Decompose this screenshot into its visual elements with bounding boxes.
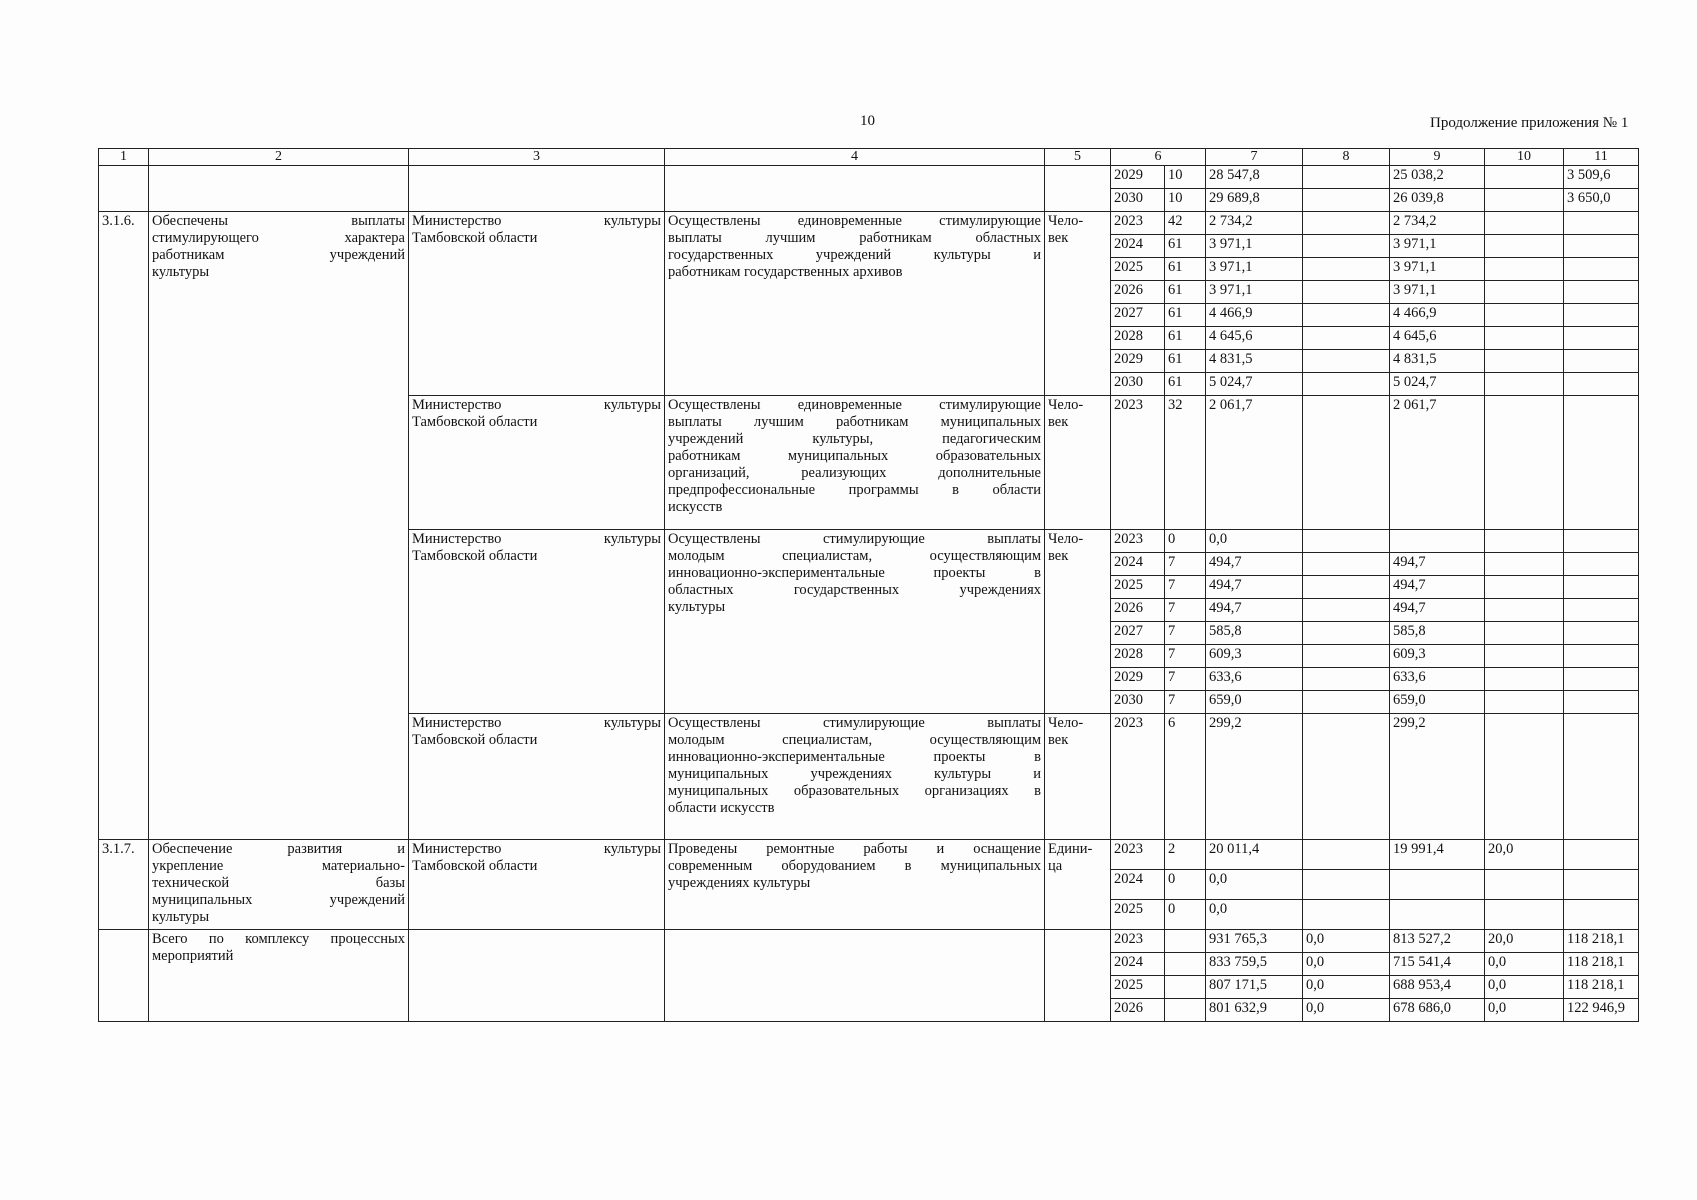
regional-funding-cell: 3 971,1 bbox=[1390, 281, 1485, 304]
total-funding-cell: 5 024,7 bbox=[1206, 373, 1303, 396]
federal-funding-cell: 0,0 bbox=[1303, 999, 1390, 1022]
result-line: муниципальных учреждениях культуры и bbox=[668, 766, 1041, 782]
expected-result bbox=[665, 714, 1045, 840]
measure-name-line: культуры bbox=[152, 264, 210, 280]
local-funding-cell bbox=[1485, 870, 1564, 900]
total-funding-cell: 3 971,1 bbox=[1206, 235, 1303, 258]
year-cell: 2030 bbox=[1111, 189, 1165, 212]
other-funding-cell: 118 218,1 bbox=[1564, 976, 1639, 999]
local-funding-cell bbox=[1485, 166, 1564, 189]
local-funding-cell bbox=[1485, 258, 1564, 281]
result-line: выплаты лучшим работникам муниципальных bbox=[668, 414, 1041, 430]
federal-funding-cell bbox=[1303, 396, 1390, 530]
total-funding-cell: 29 689,8 bbox=[1206, 189, 1303, 212]
quantity-cell: 0 bbox=[1165, 900, 1206, 930]
federal-funding-cell: 0,0 bbox=[1303, 930, 1390, 953]
other-funding-cell bbox=[1564, 396, 1639, 530]
total-funding-cell: 20 011,4 bbox=[1206, 840, 1303, 870]
local-funding-cell: 0,0 bbox=[1485, 953, 1564, 976]
regional-funding-cell: 4 645,6 bbox=[1390, 327, 1485, 350]
program-measures-table bbox=[98, 148, 1639, 1022]
result-line: организаций, реализующих дополнительные bbox=[668, 465, 1041, 481]
measure-name-line: Обеспечены выплаты bbox=[152, 213, 405, 229]
unit-line: Чело- bbox=[1048, 531, 1084, 547]
quantity-cell: 61 bbox=[1165, 258, 1206, 281]
other-funding-cell: 122 946,9 bbox=[1564, 999, 1639, 1022]
regional-funding-cell: 4 466,9 bbox=[1390, 304, 1485, 327]
quantity-cell: 0 bbox=[1165, 530, 1206, 553]
regional-funding-cell: 25 038,2 bbox=[1390, 166, 1485, 189]
executor-line: Министерство культуры bbox=[412, 213, 661, 229]
year-cell: 2029 bbox=[1111, 668, 1165, 691]
quantity-cell: 61 bbox=[1165, 373, 1206, 396]
federal-funding-cell bbox=[1303, 327, 1390, 350]
quantity-cell: 7 bbox=[1165, 622, 1206, 645]
unit-line: век bbox=[1048, 548, 1069, 564]
federal-funding-cell bbox=[1303, 645, 1390, 668]
executor-line: Министерство культуры bbox=[412, 715, 661, 731]
regional-funding-cell bbox=[1390, 900, 1485, 930]
total-funding-cell: 807 171,5 bbox=[1206, 976, 1303, 999]
year-cell: 2023 bbox=[1111, 714, 1165, 840]
total-funding-cell: 0,0 bbox=[1206, 530, 1303, 553]
unit-line: Чело- bbox=[1048, 715, 1084, 731]
quantity-cell bbox=[1165, 930, 1206, 953]
page-number: 10 bbox=[860, 113, 875, 129]
other-funding-cell: 3 509,6 bbox=[1564, 166, 1639, 189]
other-funding-cell bbox=[1564, 714, 1639, 840]
result-line: работникам государственных архивов bbox=[668, 264, 903, 280]
federal-funding-cell bbox=[1303, 553, 1390, 576]
regional-funding-cell: 5 024,7 bbox=[1390, 373, 1485, 396]
expected-result bbox=[665, 530, 1045, 714]
column-number-9: 9 bbox=[1390, 149, 1485, 166]
federal-funding-cell bbox=[1303, 900, 1390, 930]
quantity-cell: 32 bbox=[1165, 396, 1206, 530]
regional-funding-cell: 678 686,0 bbox=[1390, 999, 1485, 1022]
local-funding-cell bbox=[1485, 900, 1564, 930]
regional-funding-cell bbox=[1390, 530, 1485, 553]
year-cell: 2023 bbox=[1111, 930, 1165, 953]
quantity-cell: 61 bbox=[1165, 281, 1206, 304]
unit-line: Чело- bbox=[1048, 213, 1084, 229]
regional-funding-cell: 494,7 bbox=[1390, 576, 1485, 599]
federal-funding-cell bbox=[1303, 714, 1390, 840]
result-line: Осуществлены единовременные стимулирующие bbox=[668, 213, 1041, 229]
table-row bbox=[99, 840, 1639, 870]
executor-line: Тамбовской области bbox=[412, 858, 538, 874]
expected-result bbox=[665, 396, 1045, 530]
year-cell: 2023 bbox=[1111, 212, 1165, 235]
quantity-cell bbox=[1165, 953, 1206, 976]
year-cell: 2027 bbox=[1111, 304, 1165, 327]
year-cell: 2030 bbox=[1111, 373, 1165, 396]
total-funding-cell: 494,7 bbox=[1206, 553, 1303, 576]
local-funding-cell bbox=[1485, 327, 1564, 350]
continued-num-cell bbox=[99, 166, 149, 212]
regional-funding-cell bbox=[1390, 870, 1485, 900]
measure-name-line: работникам учреждений bbox=[152, 247, 405, 263]
total-row bbox=[99, 930, 1639, 953]
local-funding-cell bbox=[1485, 212, 1564, 235]
other-funding-cell bbox=[1564, 235, 1639, 258]
other-funding-cell bbox=[1564, 327, 1639, 350]
measure-name-line: муниципальных учреждений bbox=[152, 892, 405, 908]
local-funding-cell bbox=[1485, 622, 1564, 645]
total-funding-cell: 494,7 bbox=[1206, 576, 1303, 599]
column-number-1: 1 bbox=[99, 149, 149, 166]
result-line: культуры bbox=[668, 599, 726, 615]
regional-funding-cell: 299,2 bbox=[1390, 714, 1485, 840]
local-funding-cell bbox=[1485, 189, 1564, 212]
total-result-cell bbox=[665, 930, 1045, 1022]
year-cell: 2025 bbox=[1111, 576, 1165, 599]
year-cell: 2023 bbox=[1111, 396, 1165, 530]
local-funding-cell bbox=[1485, 281, 1564, 304]
year-cell: 2024 bbox=[1111, 870, 1165, 900]
item-number: 3.1.7. bbox=[99, 840, 149, 930]
executor-line: Министерство культуры bbox=[412, 841, 661, 857]
measure-name bbox=[149, 840, 409, 930]
total-label bbox=[149, 930, 409, 1022]
measure-name-line: технической базы bbox=[152, 875, 405, 891]
regional-funding-cell: 2 734,2 bbox=[1390, 212, 1485, 235]
executor-line: Тамбовской области bbox=[412, 548, 538, 564]
regional-funding-cell: 26 039,8 bbox=[1390, 189, 1485, 212]
other-funding-cell bbox=[1564, 599, 1639, 622]
unit-of-measure bbox=[1045, 530, 1111, 714]
executor-line: Тамбовской области bbox=[412, 732, 538, 748]
other-funding-cell bbox=[1564, 622, 1639, 645]
other-funding-cell bbox=[1564, 212, 1639, 235]
column-number-8: 8 bbox=[1303, 149, 1390, 166]
unit-line: Чело- bbox=[1048, 397, 1084, 413]
unit-of-measure bbox=[1045, 714, 1111, 840]
quantity-cell: 7 bbox=[1165, 645, 1206, 668]
local-funding-cell bbox=[1485, 645, 1564, 668]
executor bbox=[409, 396, 665, 530]
federal-funding-cell bbox=[1303, 668, 1390, 691]
local-funding-cell bbox=[1485, 691, 1564, 714]
other-funding-cell bbox=[1564, 350, 1639, 373]
total-funding-cell: 2 061,7 bbox=[1206, 396, 1303, 530]
year-cell: 2030 bbox=[1111, 691, 1165, 714]
federal-funding-cell bbox=[1303, 281, 1390, 304]
federal-funding-cell: 0,0 bbox=[1303, 976, 1390, 999]
regional-funding-cell: 494,7 bbox=[1390, 553, 1485, 576]
expected-result bbox=[665, 212, 1045, 396]
federal-funding-cell bbox=[1303, 166, 1390, 189]
local-funding-cell bbox=[1485, 350, 1564, 373]
regional-funding-cell: 633,6 bbox=[1390, 668, 1485, 691]
other-funding-cell: 118 218,1 bbox=[1564, 930, 1639, 953]
total-label-line: мероприятий bbox=[152, 948, 234, 964]
measure-name-line: стимулирующего характера bbox=[152, 230, 405, 246]
result-line: молодым специалистам, осуществляющим bbox=[668, 732, 1041, 748]
result-line: Осуществлены стимулирующие выплаты bbox=[668, 715, 1041, 731]
result-line: Осуществлены единовременные стимулирующие bbox=[668, 397, 1041, 413]
other-funding-cell bbox=[1564, 258, 1639, 281]
continued-exec-cell bbox=[409, 166, 665, 212]
total-funding-cell: 3 971,1 bbox=[1206, 258, 1303, 281]
other-funding-cell bbox=[1564, 530, 1639, 553]
federal-funding-cell bbox=[1303, 189, 1390, 212]
column-number-5: 5 bbox=[1045, 149, 1111, 166]
continued-name-cell bbox=[149, 166, 409, 212]
total-funding-cell: 4 645,6 bbox=[1206, 327, 1303, 350]
quantity-cell: 10 bbox=[1165, 166, 1206, 189]
federal-funding-cell bbox=[1303, 622, 1390, 645]
federal-funding-cell bbox=[1303, 212, 1390, 235]
federal-funding-cell bbox=[1303, 373, 1390, 396]
local-funding-cell bbox=[1485, 396, 1564, 530]
executor-line: Тамбовской области bbox=[412, 230, 538, 246]
regional-funding-cell: 659,0 bbox=[1390, 691, 1485, 714]
quantity-cell bbox=[1165, 999, 1206, 1022]
year-cell: 2025 bbox=[1111, 258, 1165, 281]
local-funding-cell bbox=[1485, 373, 1564, 396]
regional-funding-cell: 688 953,4 bbox=[1390, 976, 1485, 999]
year-cell: 2027 bbox=[1111, 622, 1165, 645]
quantity-cell: 61 bbox=[1165, 304, 1206, 327]
other-funding-cell bbox=[1564, 576, 1639, 599]
total-funding-cell: 833 759,5 bbox=[1206, 953, 1303, 976]
other-funding-cell bbox=[1564, 691, 1639, 714]
executor-line: Тамбовской области bbox=[412, 414, 538, 430]
result-line: Проведены ремонтные работы и оснащение bbox=[668, 841, 1041, 857]
federal-funding-cell bbox=[1303, 599, 1390, 622]
year-cell: 2028 bbox=[1111, 645, 1165, 668]
result-line: областных государственных учреждениях bbox=[668, 582, 1041, 598]
local-funding-cell bbox=[1485, 668, 1564, 691]
year-cell: 2029 bbox=[1111, 350, 1165, 373]
executor bbox=[409, 530, 665, 714]
federal-funding-cell bbox=[1303, 840, 1390, 870]
total-funding-cell: 585,8 bbox=[1206, 622, 1303, 645]
quantity-cell bbox=[1165, 976, 1206, 999]
other-funding-cell: 3 650,0 bbox=[1564, 189, 1639, 212]
year-cell: 2028 bbox=[1111, 327, 1165, 350]
total-funding-cell: 633,6 bbox=[1206, 668, 1303, 691]
other-funding-cell bbox=[1564, 373, 1639, 396]
year-cell: 2024 bbox=[1111, 953, 1165, 976]
quantity-cell: 7 bbox=[1165, 691, 1206, 714]
unit-line: ца bbox=[1048, 858, 1063, 874]
total-funding-cell: 4 466,9 bbox=[1206, 304, 1303, 327]
year-cell: 2023 bbox=[1111, 530, 1165, 553]
total-funding-cell: 931 765,3 bbox=[1206, 930, 1303, 953]
executor bbox=[409, 714, 665, 840]
federal-funding-cell bbox=[1303, 530, 1390, 553]
total-label-line: Всего по комплексу процессных bbox=[152, 931, 405, 947]
table-row bbox=[99, 212, 1639, 235]
total-funding-cell: 2 734,2 bbox=[1206, 212, 1303, 235]
total-funding-cell: 4 831,5 bbox=[1206, 350, 1303, 373]
total-number-cell bbox=[99, 930, 149, 1022]
column-number-row bbox=[99, 149, 1639, 166]
other-funding-cell bbox=[1564, 668, 1639, 691]
total-funding-cell: 299,2 bbox=[1206, 714, 1303, 840]
local-funding-cell bbox=[1485, 576, 1564, 599]
other-funding-cell bbox=[1564, 870, 1639, 900]
result-line: области искусств bbox=[668, 800, 775, 816]
local-funding-cell bbox=[1485, 714, 1564, 840]
executor-line: Министерство культуры bbox=[412, 397, 661, 413]
appendix-continuation-note: Продолжение приложения № 1 bbox=[1430, 115, 1629, 131]
regional-funding-cell: 3 971,1 bbox=[1390, 258, 1485, 281]
local-funding-cell: 0,0 bbox=[1485, 976, 1564, 999]
regional-funding-cell: 813 527,2 bbox=[1390, 930, 1485, 953]
other-funding-cell bbox=[1564, 304, 1639, 327]
other-funding-cell bbox=[1564, 840, 1639, 870]
result-line: инновационно-экспериментальные проекты в bbox=[668, 565, 1041, 581]
year-cell: 2023 bbox=[1111, 840, 1165, 870]
year-cell: 2024 bbox=[1111, 553, 1165, 576]
result-line: искусств bbox=[668, 499, 723, 515]
regional-funding-cell: 3 971,1 bbox=[1390, 235, 1485, 258]
result-line: Осуществлены стимулирующие выплаты bbox=[668, 531, 1041, 547]
result-line: современным оборудованием в муниципальных bbox=[668, 858, 1041, 874]
total-funding-cell: 28 547,8 bbox=[1206, 166, 1303, 189]
year-cell: 2025 bbox=[1111, 900, 1165, 930]
continued-unit-cell bbox=[1045, 166, 1111, 212]
regional-funding-cell: 585,8 bbox=[1390, 622, 1485, 645]
local-funding-cell bbox=[1485, 304, 1564, 327]
column-number-7: 7 bbox=[1206, 149, 1303, 166]
executor bbox=[409, 212, 665, 396]
federal-funding-cell bbox=[1303, 691, 1390, 714]
year-cell: 2026 bbox=[1111, 281, 1165, 304]
quantity-cell: 61 bbox=[1165, 235, 1206, 258]
quantity-cell: 2 bbox=[1165, 840, 1206, 870]
result-line: предпрофессиональные программы в области bbox=[668, 482, 1041, 498]
quantity-cell: 7 bbox=[1165, 668, 1206, 691]
result-line: муниципальных образовательных организациях в bbox=[668, 783, 1041, 799]
other-funding-cell bbox=[1564, 553, 1639, 576]
item-number: 3.1.6. bbox=[99, 212, 149, 840]
regional-funding-cell: 494,7 bbox=[1390, 599, 1485, 622]
local-funding-cell: 20,0 bbox=[1485, 840, 1564, 870]
year-cell: 2024 bbox=[1111, 235, 1165, 258]
continued-result-cell bbox=[665, 166, 1045, 212]
year-cell: 2026 bbox=[1111, 999, 1165, 1022]
measure-name-line: укрепление материально- bbox=[152, 858, 405, 874]
total-funding-cell: 3 971,1 bbox=[1206, 281, 1303, 304]
total-funding-cell: 801 632,9 bbox=[1206, 999, 1303, 1022]
column-number-3: 3 bbox=[409, 149, 665, 166]
measure-name bbox=[149, 212, 409, 840]
regional-funding-cell: 609,3 bbox=[1390, 645, 1485, 668]
quantity-cell: 6 bbox=[1165, 714, 1206, 840]
total-funding-cell: 0,0 bbox=[1206, 900, 1303, 930]
unit-of-measure bbox=[1045, 212, 1111, 396]
local-funding-cell bbox=[1485, 235, 1564, 258]
table-row bbox=[99, 166, 1639, 189]
quantity-cell: 7 bbox=[1165, 599, 1206, 622]
unit-of-measure bbox=[1045, 396, 1111, 530]
local-funding-cell: 20,0 bbox=[1485, 930, 1564, 953]
measure-name-line: Обеспечение развития и bbox=[152, 841, 405, 857]
year-cell: 2029 bbox=[1111, 166, 1165, 189]
local-funding-cell bbox=[1485, 599, 1564, 622]
result-line: инновационно-экспериментальные проекты в bbox=[668, 749, 1041, 765]
result-line: работникам муниципальных образовательных bbox=[668, 448, 1041, 464]
other-funding-cell bbox=[1564, 281, 1639, 304]
result-line: государственных учреждений культуры и bbox=[668, 247, 1041, 263]
quantity-cell: 0 bbox=[1165, 870, 1206, 900]
result-line: выплаты лучшим работникам областных bbox=[668, 230, 1041, 246]
local-funding-cell: 0,0 bbox=[1485, 999, 1564, 1022]
unit-line: век bbox=[1048, 732, 1069, 748]
local-funding-cell bbox=[1485, 553, 1564, 576]
year-cell: 2025 bbox=[1111, 976, 1165, 999]
federal-funding-cell bbox=[1303, 258, 1390, 281]
regional-funding-cell: 4 831,5 bbox=[1390, 350, 1485, 373]
executor-line: Министерство культуры bbox=[412, 531, 661, 547]
column-number-11: 11 bbox=[1564, 149, 1639, 166]
total-unit-cell bbox=[1045, 930, 1111, 1022]
quantity-cell: 7 bbox=[1165, 576, 1206, 599]
executor bbox=[409, 840, 665, 930]
other-funding-cell bbox=[1564, 900, 1639, 930]
column-number-4: 4 bbox=[665, 149, 1045, 166]
total-executor-cell bbox=[409, 930, 665, 1022]
total-funding-cell: 659,0 bbox=[1206, 691, 1303, 714]
regional-funding-cell: 715 541,4 bbox=[1390, 953, 1485, 976]
total-funding-cell: 609,3 bbox=[1206, 645, 1303, 668]
federal-funding-cell bbox=[1303, 235, 1390, 258]
federal-funding-cell bbox=[1303, 576, 1390, 599]
regional-funding-cell: 19 991,4 bbox=[1390, 840, 1485, 870]
quantity-cell: 7 bbox=[1165, 553, 1206, 576]
result-line: молодым специалистам, осуществляющим bbox=[668, 548, 1041, 564]
federal-funding-cell bbox=[1303, 304, 1390, 327]
unit-of-measure bbox=[1045, 840, 1111, 930]
federal-funding-cell bbox=[1303, 350, 1390, 373]
result-line: учреждений культуры, педагогическим bbox=[668, 431, 1041, 447]
total-funding-cell: 0,0 bbox=[1206, 870, 1303, 900]
unit-line: век bbox=[1048, 230, 1069, 246]
regional-funding-cell: 2 061,7 bbox=[1390, 396, 1485, 530]
federal-funding-cell: 0,0 bbox=[1303, 953, 1390, 976]
quantity-cell: 61 bbox=[1165, 327, 1206, 350]
local-funding-cell bbox=[1485, 530, 1564, 553]
total-funding-cell: 494,7 bbox=[1206, 599, 1303, 622]
quantity-cell: 42 bbox=[1165, 212, 1206, 235]
column-number-2: 2 bbox=[149, 149, 409, 166]
quantity-cell: 61 bbox=[1165, 350, 1206, 373]
unit-line: Едини- bbox=[1048, 841, 1093, 857]
unit-line: век bbox=[1048, 414, 1069, 430]
other-funding-cell bbox=[1564, 645, 1639, 668]
other-funding-cell: 118 218,1 bbox=[1564, 953, 1639, 976]
expected-result bbox=[665, 840, 1045, 930]
column-number-6: 6 bbox=[1111, 149, 1206, 166]
result-line: учреждениях культуры bbox=[668, 875, 811, 891]
measure-name-line: культуры bbox=[152, 909, 210, 925]
column-number-10: 10 bbox=[1485, 149, 1564, 166]
federal-funding-cell bbox=[1303, 870, 1390, 900]
year-cell: 2026 bbox=[1111, 599, 1165, 622]
quantity-cell: 10 bbox=[1165, 189, 1206, 212]
